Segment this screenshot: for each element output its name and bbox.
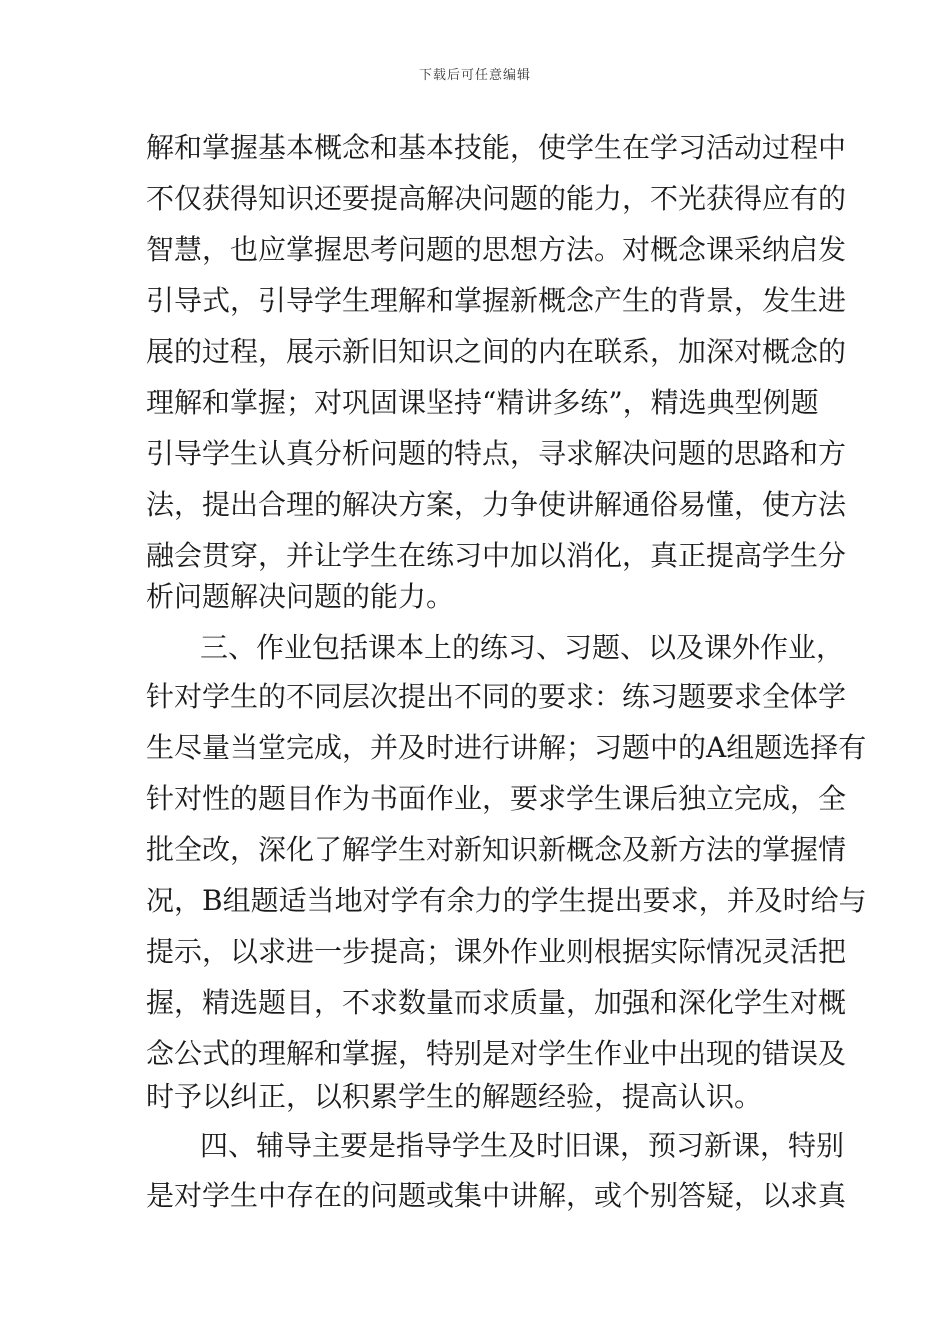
text-line: 融会贯穿，并让学生在练习中加以消化，真正提高学生分 — [146, 539, 847, 572]
text-line: 展的过程，展示新旧知识之间的内在联系，加深对概念的 — [146, 335, 847, 368]
text-line: 针对学生的不同层次提出不同的要求：练习题要求全体学 — [146, 680, 847, 713]
text-line: 理解和掌握；对巩固课坚持“精讲多练”，精选典型例题 — [146, 386, 819, 419]
text-line: 是对学生中存在的问题或集中讲解，或个别答疑，以求真 — [146, 1179, 847, 1212]
paragraph-start-line: 四、辅导主要是指导学生及时旧课，预习新课，特别 — [200, 1129, 845, 1162]
text-line: 引导式，引导学生理解和掌握新概念产生的背景，发生进 — [146, 284, 847, 317]
text-line: 智慧，也应掌握思考问题的思想方法。对概念课采纳启发 — [146, 233, 847, 266]
text-line: 解和掌握基本概念和基本技能，使学生在学习活动过程中 — [146, 131, 847, 164]
paragraph-start-line: 三、作业包括课本上的练习、习题、以及课外作业， — [200, 631, 845, 664]
text-line: 握，精选题目，不求数量而求质量，加强和深化学生对概 — [146, 986, 847, 1019]
text-line: 念公式的理解和掌握，特别是对学生作业中出现的错误及 — [146, 1037, 847, 1070]
text-line: 提示，以求进一步提高；课外作业则根据实际情况灵活把 — [146, 935, 847, 968]
text-line: 针对性的题目作为书面作业，要求学生课后独立完成，全 — [146, 782, 847, 815]
page-header: 下载后可任意编辑 — [418, 68, 531, 83]
text-line: 时予以纠正，以积累学生的解题经验，提高认识。 — [146, 1080, 763, 1113]
text-line: 析问题解决问题的能力。 — [146, 580, 455, 613]
text-line: 不仅获得知识还要提高解决问题的能力，不光获得应有的 — [146, 182, 847, 215]
text-line: 法，提出合理的解决方案，力争使讲解通俗易懂，使方法 — [146, 488, 847, 521]
text-line: 批全改，深化了解学生对新知识新概念及新方法的掌握情 — [146, 833, 847, 866]
text-line: 引导学生认真分析问题的特点，寻求解决问题的思路和方 — [146, 437, 847, 470]
text-line: 况，B组题适当地对学有余力的学生提出要求，并及时给与 — [146, 884, 867, 917]
text-line: 生尽量当堂完成，并及时进行讲解；习题中的A组题选择有 — [146, 731, 867, 764]
